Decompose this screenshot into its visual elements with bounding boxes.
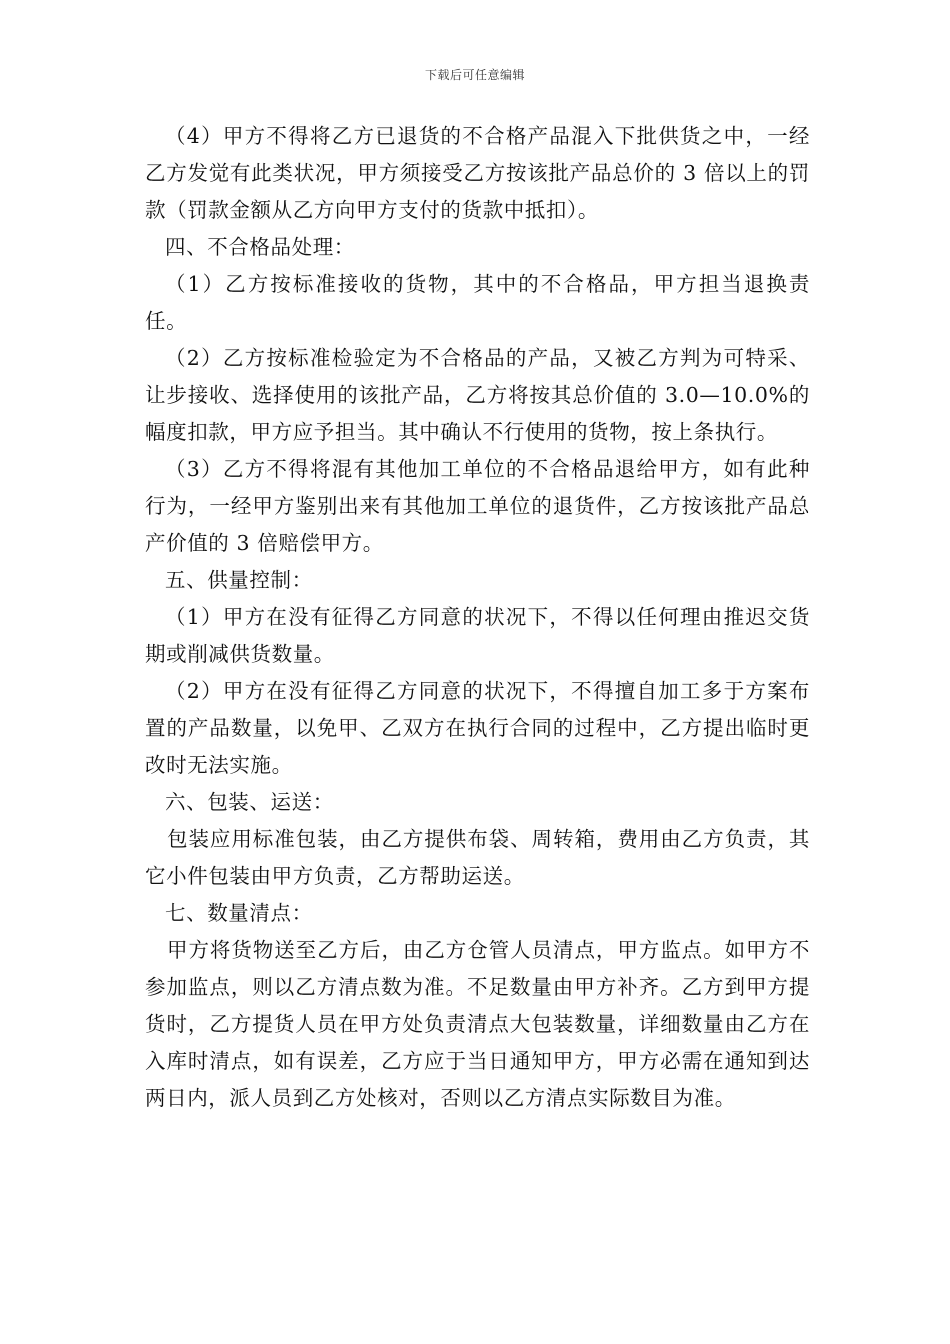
section-heading-5: 五、供量控制： — [165, 568, 313, 592]
page-header: 下载后可任意编辑 — [424, 68, 525, 82]
document-body — [145, 118, 810, 1117]
section-heading-6: 六、包装、运送： — [165, 790, 334, 814]
paragraph-item-4-3: （3）乙方不得将混有其他加工单位的不合格品退给甲方，如有此种行为，一经甲方鉴别出来有其他加工单位的退货件，乙方按该批产品总产价值的 3 倍赔偿甲方。 — [145, 457, 810, 555]
paragraph-packaging: 包装应用标准包装，由乙方提供布袋、周转箱，费用由乙方负责，其它小件包装由甲方负责，乙方帮助运送。 — [145, 827, 810, 888]
paragraph-item-4-1: （1）乙方按标准接收的货物，其中的不合格品，甲方担当退换责任。 — [145, 272, 810, 333]
paragraph-item-4-2: （2）乙方按标准检验定为不合格品的产品，又被乙方判为可特采、让步接收、选择使用的该批产品，乙方将按其总价值的 3.0—10.0%的幅度扣款，甲方应予担当。其中确认不行使用的货物，按上条执行。 — [145, 346, 810, 444]
paragraph-clause-4: （4）甲方不得将乙方已退货的不合格产品混入下批供货之中，一经乙方发觉有此类状况，甲方须接受乙方按该批产品总价的 3 倍以上的罚款（罚款金额从乙方向甲方支付的货款中抵扣）。 — [145, 124, 810, 222]
section-heading-4: 四、不合格品处理： — [165, 235, 355, 259]
paragraph-item-5-2: （2）甲方在没有征得乙方同意的状况下，不得擅自加工多于方案布置的产品数量，以免甲、乙双方在执行合同的过程中，乙方提出临时更改时无法实施。 — [145, 679, 810, 777]
paragraph-item-5-1: （1）甲方在没有征得乙方同意的状况下，不得以任何理由推迟交货期或削减供货数量。 — [145, 605, 810, 666]
section-heading-7: 七、数量清点： — [165, 901, 313, 925]
paragraph-quantity-count: 甲方将货物送至乙方后，由乙方仓管人员清点，甲方监点。如甲方不参加监点，则以乙方清点数为准。不足数量由甲方补齐。乙方到甲方提货时，乙方提货人员在甲方处负责清点大包装数量，详细数量由乙方在入库时清点，如有误差，乙方应于当日通知甲方，甲方必需在通知到达两日内，派人员到乙方处核对，否则以乙方清点实际数目为准。 — [145, 938, 810, 1110]
